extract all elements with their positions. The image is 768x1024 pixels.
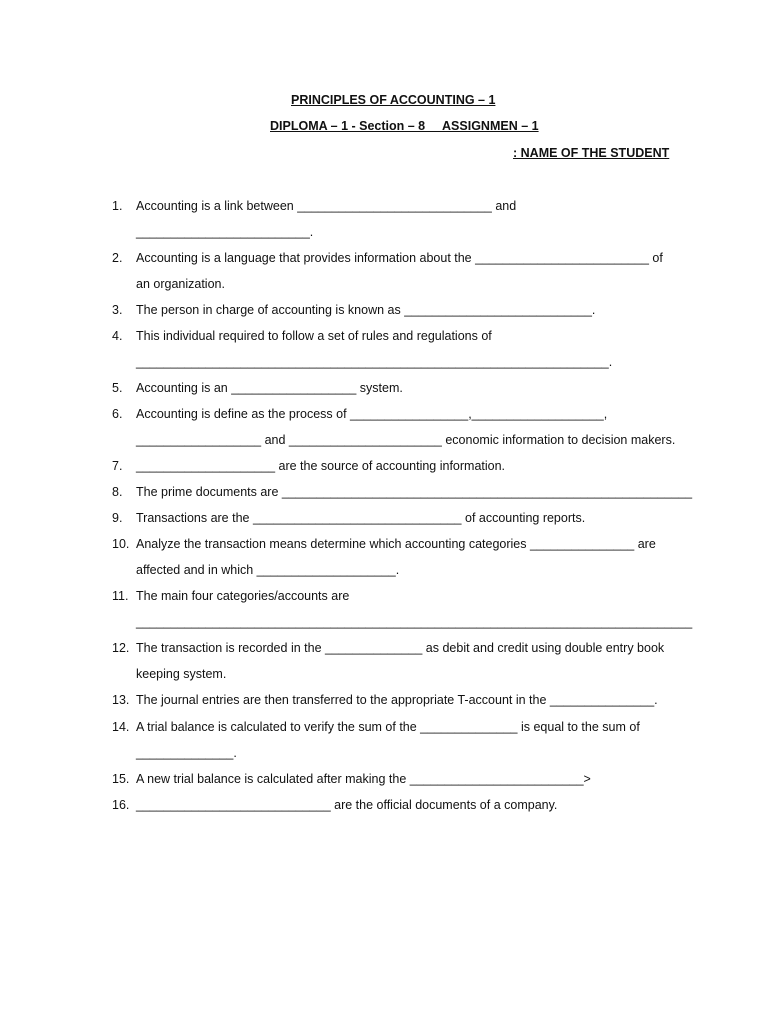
question-text: ______________. [136,746,237,760]
question-number: 6. [112,407,123,421]
question-text: ________________________________________________________________________________ [136,615,693,629]
student-name-label: : NAME OF THE STUDENT [513,146,670,160]
question-text: This individual required to follow a set of rules and regulations of [136,329,492,343]
question-number: 10. [112,537,130,551]
question-text: A new trial balance is calculated after making the _________________________> [136,772,591,786]
question-text: The journal entries are then transferred to the appropriate T-account in the _______________. [136,693,658,707]
question-text: Accounting is an __________________ system. [136,381,403,395]
question-text: _________________________. [136,225,314,239]
question-text: The main four categories/accounts are [136,589,350,603]
question-number: 3. [112,303,123,317]
question-number: 2. [112,251,123,265]
question-number: 5. [112,381,123,395]
question-text: Accounting is define as the process of _________________,___________________, [136,407,608,421]
question-text: an organization. [136,277,225,291]
question-text: Accounting is a link between ____________________________ and [136,199,517,213]
document-subtitle: DIPLOMA – 1 - Section – 8 ASSIGNMEN – 1 [270,119,539,133]
question-number: 13. [112,693,130,707]
question-number: 8. [112,485,123,499]
question-text: Transactions are the ______________________________ of accounting reports. [136,511,586,525]
question-text: The person in charge of accounting is known as ___________________________. [136,303,596,317]
question-text: A trial balance is calculated to verify the sum of the ______________ is equal to the sum of [136,720,640,734]
question-text: Analyze the transaction means determine which accounting categories _______________ are [136,537,656,551]
question-number: 11. [112,589,129,603]
question-number: 15. [112,772,130,786]
question-number: 14. [112,720,130,734]
question-number: 7. [112,459,123,473]
question-text: The transaction is recorded in the ______________ as debit and credit using double entry book [136,641,665,655]
question-number: 1. [112,199,123,213]
question-text: ____________________ are the source of accounting information. [136,459,506,473]
question-text: The prime documents are ___________________________________________________________ [136,485,693,499]
question-text: affected and in which ____________________. [136,563,400,577]
question-number: 12. [112,641,130,655]
question-text: ____________________________ are the official documents of a company. [136,798,558,812]
question-text: keeping system. [136,667,227,681]
question-text: Accounting is a language that provides information about the _________________________ of [136,251,663,265]
question-number: 9. [112,511,123,525]
document-title: PRINCIPLES OF ACCOUNTING – 1 [291,93,496,107]
question-number: 16. [112,798,130,812]
question-text: ____________________________________________________________________. [136,355,613,369]
question-number: 4. [112,329,123,343]
question-text: __________________ and ______________________ economic information to decision makers. [136,433,676,447]
